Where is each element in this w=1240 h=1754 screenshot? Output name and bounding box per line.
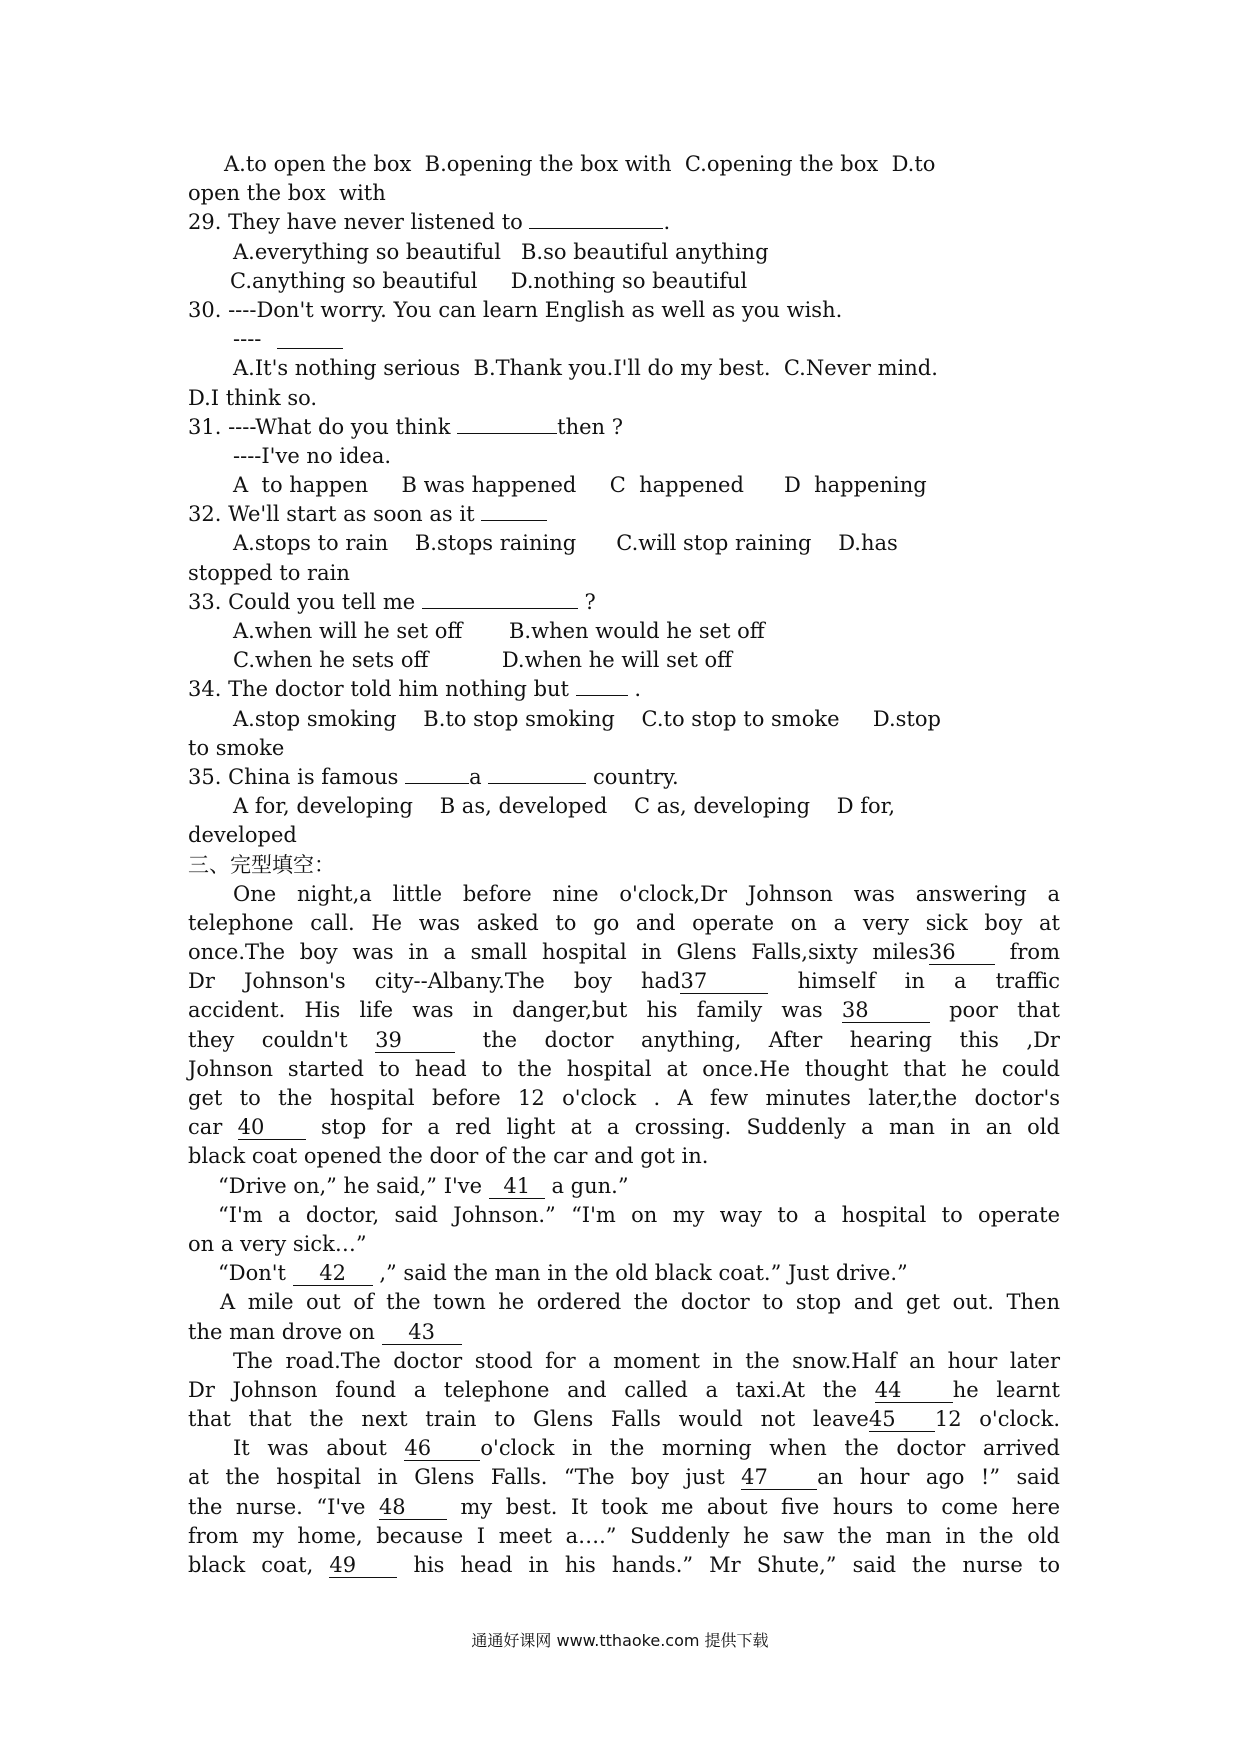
passage-line: A mile out of the town he ordered the doctor to stop and get out. Then (220, 1290, 1060, 1315)
cloze-blank-45: 45 (869, 1407, 935, 1432)
passage-line: get to the hospital before 12 o'clock . A few minutes later,the doctor's (188, 1086, 1060, 1110)
passage-line: It was about 46 o'clock in the morning when the doctor arrived (233, 1436, 1060, 1461)
cloze-blank-36: 36 (929, 940, 995, 965)
q31-reply: ----I've no idea. (233, 443, 392, 468)
passage-line: “Don't 42 ,” said the man in the old black coat.” Just drive.” (218, 1261, 908, 1286)
cloze-blank-39: 39 (375, 1028, 455, 1053)
passage-line: at the hospital in Glens Falls. “The boy just 47 an hour ago !” said (188, 1465, 1060, 1490)
q33-options-ab: A.when will he set off B.when would he set off (233, 619, 765, 643)
q30-stem: 30. ----Don't worry. You can learn English as well as you wish. (188, 297, 843, 322)
q35-stem: 35. China is famous a country. (188, 764, 679, 789)
q30-options-line2: D.I think so. (188, 385, 318, 410)
passage-line: “Drive on,” he said,” I've 41 a gun.” (218, 1173, 629, 1198)
cloze-blank-46: 46 (404, 1436, 480, 1461)
passage-line: that that the next train to Glens Falls would not leave45 12 o'clock. (188, 1407, 1060, 1432)
cloze-blank-43: 43 (382, 1320, 462, 1345)
cloze-blank-49: 49 (329, 1553, 397, 1578)
q34-options-line2: to smoke (188, 735, 285, 760)
q30-options-line1: A.It's nothing serious B.Thank you.I'll do my best. C.Never mind. (233, 356, 938, 381)
q29-options-ab: A.everything so beautiful B.so beautiful anything (233, 239, 769, 264)
q35-options-line1: A for, developing B as, developed C as, developing D for, (233, 794, 896, 819)
q33-options-cd: C.when he sets off D.when he will set off (233, 648, 733, 673)
passage-line: on a very sick…” (188, 1231, 367, 1256)
passage-line: the man drove on 43 (188, 1318, 1060, 1347)
passage-line: black coat opened the door of the car and got in. (188, 1144, 709, 1169)
cloze-blank-40: 40 (238, 1115, 306, 1140)
answer-blank (529, 228, 663, 229)
cloze-blank-44: 44 (875, 1378, 953, 1403)
passage-line: “I'm a doctor, said Johnson.” “I'm on my way to a hospital to operate (218, 1202, 1060, 1227)
passage-line: Dr Johnson found a telephone and called a taxi.At the 44 he learnt (188, 1377, 1060, 1402)
q32-stem: 32. We'll start as soon as it (188, 500, 1060, 529)
passage-line: One night,a little before nine o'clock,Dr Johnson was answering a (233, 881, 1060, 906)
q35-options-line2: developed (188, 823, 297, 848)
q34-options-line1: A.stop smoking B.to stop smoking C.to stop to smoke D.stop (233, 706, 941, 731)
q28-options-line2: open the box with (188, 181, 386, 206)
answer-blank (277, 348, 343, 349)
answer-blank (405, 783, 469, 784)
cloze-blank-42: 42 (293, 1261, 373, 1286)
answer-blank (481, 520, 547, 521)
answer-blank (422, 608, 578, 609)
passage-line: telephone call. He was asked to go and operate on a very sick boy at (188, 910, 1060, 935)
passage-line: Dr Johnson's city--Albany.The boy had37 himself in a traffic (188, 969, 1061, 994)
cloze-blank-48: 48 (379, 1495, 447, 1520)
q29-options-cd: C.anything so beautiful D.nothing so beautiful (230, 268, 748, 293)
passage-line: The road.The doctor stood for a moment in the snow.Half an hour later (233, 1348, 1060, 1373)
answer-blank (576, 695, 628, 696)
cloze-blank-37: 37 (680, 969, 768, 994)
page-footer: 通通好课网 www.tthaoke.com 提供下载 (471, 1631, 769, 1650)
section-title: 三、完型填空： (188, 852, 335, 877)
q33-stem: 33. Could you tell me ? (188, 589, 596, 614)
q32-options-line1: A.stops to rain B.stops raining C.will stop raining D.has (233, 531, 898, 556)
passage-line: Johnson started to head to the hospital at once.He thought that he could (188, 1056, 1060, 1081)
q34-stem: 34. The doctor told him nothing but . (188, 677, 642, 702)
cloze-blank-41: 41 (489, 1174, 545, 1199)
passage-line: black coat, 49 his head in his hands.” Mr Shute,” said the nurse to (188, 1553, 1060, 1577)
passage-line: once.The boy was in a small hospital in Glens Falls,sixty miles36 from (188, 940, 1060, 965)
q30-reply: ---- (188, 325, 1060, 354)
worksheet-page (188, 150, 1060, 1580)
passage-line: they couldn't 39 the doctor anything, After hearing this ,Dr (188, 1027, 1060, 1052)
passage-line: from my home, because I meet a….” Suddenly he saw the man in the old (188, 1523, 1060, 1548)
cloze-blank-38: 38 (842, 998, 930, 1023)
passage-line: accident. His life was in danger,but his family was 38 poor that (188, 998, 1060, 1023)
q31-options: A to happen B was happened C happened D happening (233, 473, 927, 498)
passage-line: car 40 stop for a red light at a crossing. Suddenly a man in an old (188, 1115, 1060, 1140)
q31-stem: 31. ----What do you think then ? (188, 414, 623, 439)
cloze-blank-47: 47 (741, 1465, 817, 1490)
q29-stem: 29. They have never listened to . (188, 210, 671, 235)
passage-line: the nurse. “I've 48 my best. It took me about five hours to come here (188, 1494, 1060, 1519)
q28-options-line1: A.to open the box B.opening the box with C.opening the box D.to (224, 152, 936, 176)
q32-options-line2: stopped to rain (188, 560, 350, 585)
answer-blank (488, 783, 586, 784)
answer-blank (457, 433, 557, 434)
